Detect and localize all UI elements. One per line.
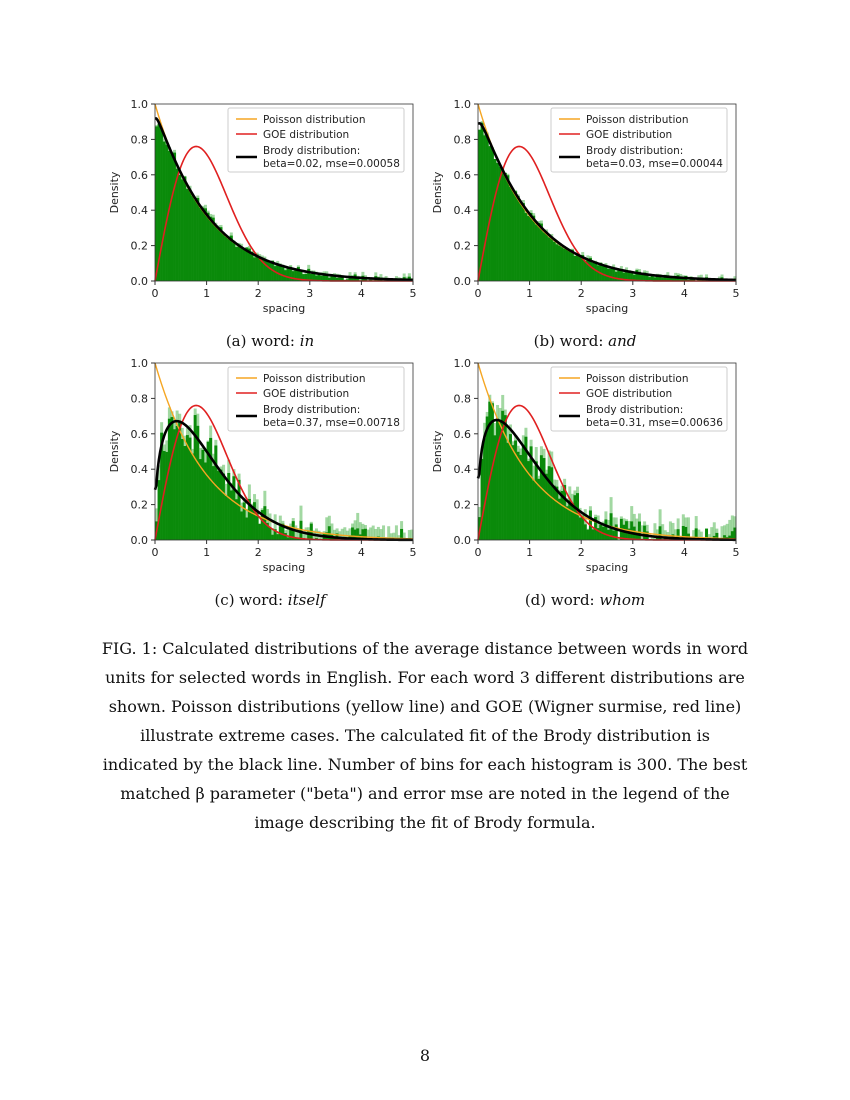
y-tick-label: 1.0 xyxy=(130,359,148,370)
y-tick-label: 1.0 xyxy=(130,100,148,111)
histogram-bar xyxy=(250,252,253,281)
histogram-bar xyxy=(584,524,587,540)
histogram-bar xyxy=(230,236,233,281)
histogram-bar xyxy=(240,511,243,540)
y-tick-label: 0.4 xyxy=(453,204,471,218)
histogram-bar xyxy=(486,135,489,281)
histogram-bar xyxy=(256,254,259,281)
histogram-bar xyxy=(561,247,564,281)
histogram-bar xyxy=(199,459,202,540)
histogram-bar xyxy=(576,493,579,540)
y-tick-label: 0.0 xyxy=(453,534,471,547)
histogram-bar xyxy=(168,419,171,540)
histogram-bar xyxy=(253,257,256,281)
chart-panel-b xyxy=(423,100,763,330)
histogram-bar xyxy=(527,216,530,281)
histogram-bar xyxy=(186,435,189,540)
histogram-bar xyxy=(209,217,212,281)
legend-brody-label: Brody distribution: xyxy=(263,145,361,157)
legend-goe-label: GOE distribution xyxy=(586,129,673,141)
histogram-bar xyxy=(543,458,546,540)
histogram-bar xyxy=(607,269,610,281)
histogram-bar xyxy=(196,198,199,281)
histogram-bar xyxy=(571,250,574,281)
histogram-bar xyxy=(537,479,540,540)
histogram-bar xyxy=(568,500,571,540)
histogram-bar xyxy=(548,466,551,540)
y-tick-label: 0.6 xyxy=(453,168,471,182)
subcaption-word: in xyxy=(299,332,315,350)
x-axis-label: spacing xyxy=(585,561,629,574)
histogram-bar xyxy=(243,249,246,281)
histogram-bar xyxy=(550,237,553,281)
x-axis-label: spacing xyxy=(585,302,629,315)
histogram-bar xyxy=(274,266,277,281)
y-tick-label: 0.8 xyxy=(453,392,471,406)
histogram-bar xyxy=(287,268,290,281)
y-axis-label: Density xyxy=(108,430,121,473)
y-tick-label: 0.4 xyxy=(130,204,148,218)
histogram-bar xyxy=(214,445,217,540)
legend-poisson-label: Poisson distribution xyxy=(263,114,366,126)
histogram-bar xyxy=(178,421,181,540)
legend xyxy=(228,108,404,172)
x-tick-label: 4 xyxy=(357,287,365,300)
y-tick-label: 0.0 xyxy=(453,275,471,288)
histogram-bar xyxy=(610,269,613,281)
histogram-bar xyxy=(506,175,509,281)
histogram-bar xyxy=(258,524,261,540)
histogram-bar xyxy=(586,530,589,540)
histogram-bar xyxy=(493,159,496,281)
histogram-bar xyxy=(566,506,569,540)
x-tick-label: 2 xyxy=(254,546,262,559)
histogram-bar xyxy=(173,153,176,281)
histogram-bar xyxy=(592,529,595,540)
y-tick-label: 0.4 xyxy=(130,463,148,477)
histogram-bar xyxy=(189,190,192,281)
histogram-bar xyxy=(519,203,522,281)
histogram-bar xyxy=(573,256,576,281)
y-tick-label: 0.0 xyxy=(130,534,148,547)
histogram-bar xyxy=(571,504,574,540)
subcaption-word: itself xyxy=(287,591,326,609)
x-axis-label: spacing xyxy=(262,561,306,574)
subcaption-d xyxy=(415,591,755,609)
legend-brody-label: Brody distribution: xyxy=(263,404,361,416)
histogram-bar xyxy=(204,208,207,281)
y-tick-label: 0.8 xyxy=(130,133,148,147)
histogram-bar xyxy=(201,208,204,281)
figure-caption: FIG. 1: Calculated distributions of the average distance between words in word units for selected words in English. For each word 3 different distributions are shown. Poisson distributions (yellow line) and GOE (Wigner surmise, red line) illustrate extreme cases. The calculated fit of the Brody distribution is indicated by the black line. Number of bins for each histogram is 300. The best matched β parameter ("beta") and error mse are noted in the legend of the image describing the fit of Brody formula. xyxy=(101,639,749,832)
histogram-bar xyxy=(281,267,284,281)
histogram-bar xyxy=(530,213,533,281)
legend xyxy=(551,367,727,431)
y-tick-label: 0.6 xyxy=(453,427,471,441)
x-tick-label: 0 xyxy=(474,287,482,300)
histogram-bar xyxy=(183,446,186,540)
histogram-bar xyxy=(501,172,504,281)
legend-brody-label: Brody distribution: xyxy=(586,145,684,157)
x-tick-label: 4 xyxy=(680,287,688,300)
histogram-bar xyxy=(245,518,248,540)
chart-svg-d xyxy=(423,359,763,589)
subcaption-prefix: (b) word: xyxy=(533,332,604,350)
histogram-bar xyxy=(594,263,597,281)
histogram-bar xyxy=(576,255,579,281)
y-tick-label: 0.6 xyxy=(130,427,148,441)
histogram-bar xyxy=(512,445,515,540)
subcaption-prefix: (a) word: xyxy=(225,332,295,350)
subcaption-b xyxy=(415,332,755,350)
histogram-bar xyxy=(519,455,522,540)
chart-svg-c xyxy=(100,359,440,589)
histogram-bar xyxy=(478,130,481,281)
x-tick-label: 0 xyxy=(151,287,159,300)
histogram-bar xyxy=(512,190,515,281)
histogram-bar xyxy=(155,126,158,281)
histogram-bar xyxy=(227,239,230,281)
histogram-bar xyxy=(212,218,215,281)
legend-brody-params: beta=0.31, mse=0.00636 xyxy=(586,417,723,429)
chart-svg-b xyxy=(423,100,763,330)
histogram-bar xyxy=(558,246,561,281)
histogram-bar xyxy=(483,135,486,281)
histogram-bar xyxy=(181,439,184,540)
x-tick-label: 1 xyxy=(526,287,534,300)
x-tick-label: 3 xyxy=(306,287,314,300)
histogram-bar xyxy=(266,261,269,281)
x-tick-label: 3 xyxy=(629,546,637,559)
histogram-bar xyxy=(292,271,295,281)
y-tick-label: 0.2 xyxy=(453,498,471,512)
histogram-bar xyxy=(509,434,512,540)
x-tick-label: 4 xyxy=(357,546,365,559)
histogram-bar xyxy=(230,490,233,540)
histogram-bar xyxy=(545,474,548,540)
histogram-bar xyxy=(212,466,215,540)
histogram-bar xyxy=(545,233,548,281)
legend-brody-params: beta=0.02, mse=0.00058 xyxy=(263,158,400,170)
histogram-bar xyxy=(201,450,204,540)
x-tick-label: 2 xyxy=(577,546,585,559)
histogram-bar xyxy=(199,208,202,281)
histogram-bar xyxy=(194,200,197,281)
y-tick-label: 0.4 xyxy=(453,463,471,477)
x-tick-label: 5 xyxy=(409,546,417,559)
y-tick-label: 0.2 xyxy=(130,498,148,512)
page-number: 8 xyxy=(419,1046,431,1065)
histogram-bar xyxy=(532,480,535,540)
histogram-bar xyxy=(568,251,571,281)
histogram-bar xyxy=(269,263,272,281)
histogram-bar xyxy=(573,495,576,540)
legend xyxy=(551,108,727,172)
y-axis-label: Density xyxy=(431,171,444,214)
histogram-bar xyxy=(170,155,173,281)
x-tick-label: 0 xyxy=(151,546,159,559)
histogram-bar xyxy=(222,474,225,540)
legend-goe-label: GOE distribution xyxy=(263,129,350,141)
histogram-bar xyxy=(191,454,194,540)
histogram-bar xyxy=(517,196,520,281)
histogram-bar xyxy=(584,261,587,281)
y-axis-label: Density xyxy=(431,430,444,473)
histogram-bar xyxy=(240,248,243,281)
histogram-bar xyxy=(522,203,525,281)
histogram-bar xyxy=(524,213,527,281)
histogram-bar xyxy=(181,179,184,281)
y-tick-label: 0.2 xyxy=(453,239,471,253)
legend-brody-label: Brody distribution: xyxy=(586,404,684,416)
histogram-bar xyxy=(563,485,566,540)
histogram-bar xyxy=(214,226,217,281)
chart-svg-a xyxy=(100,100,440,330)
histogram-bar xyxy=(183,177,186,281)
histogram-bar xyxy=(222,234,225,281)
histogram-bar xyxy=(186,189,189,281)
histogram-bar xyxy=(235,499,238,540)
subcaption-word: whom xyxy=(599,591,646,609)
legend xyxy=(228,367,404,431)
histogram-bar xyxy=(550,467,553,540)
subcaption-word: and xyxy=(608,332,637,350)
histogram-bar xyxy=(535,461,538,540)
x-tick-label: 3 xyxy=(306,546,314,559)
histogram-bar xyxy=(217,228,220,281)
histogram-bar xyxy=(555,487,558,540)
histogram-bar xyxy=(178,175,181,281)
histogram-bar xyxy=(217,471,220,540)
histogram-bar xyxy=(220,227,223,281)
y-tick-label: 1.0 xyxy=(453,100,471,111)
x-tick-label: 1 xyxy=(526,546,534,559)
x-tick-label: 0 xyxy=(474,546,482,559)
histogram-bar xyxy=(522,445,525,540)
y-axis-label: Density xyxy=(108,171,121,214)
histogram-bar xyxy=(563,249,566,281)
x-tick-label: 5 xyxy=(732,546,740,559)
histogram-bar xyxy=(638,522,641,540)
x-axis-label: spacing xyxy=(262,302,306,315)
x-tick-label: 3 xyxy=(629,287,637,300)
histogram-bar xyxy=(586,259,589,281)
histogram-bar xyxy=(232,243,235,281)
legend-goe-label: GOE distribution xyxy=(586,388,673,400)
histogram-bar xyxy=(165,452,168,540)
legend-poisson-label: Poisson distribution xyxy=(586,114,689,126)
histogram-bar xyxy=(514,191,517,281)
histogram-bar xyxy=(604,266,607,281)
legend-brody-params: beta=0.37, mse=0.00718 xyxy=(263,417,400,429)
histogram-bar xyxy=(160,130,163,281)
x-tick-label: 5 xyxy=(732,287,740,300)
histogram-bar xyxy=(220,470,223,540)
histogram-bar xyxy=(566,249,569,281)
histogram-bar xyxy=(276,534,279,540)
x-tick-label: 1 xyxy=(203,287,211,300)
histogram-bar xyxy=(191,196,194,281)
histogram-bar xyxy=(555,244,558,281)
histogram-bar xyxy=(238,480,241,540)
histogram-bar xyxy=(604,519,607,540)
histogram-bar xyxy=(592,263,595,281)
histogram-bar xyxy=(543,232,546,281)
legend-poisson-label: Poisson distribution xyxy=(586,373,689,385)
histogram-bar xyxy=(170,417,173,540)
histogram-bar xyxy=(540,224,543,281)
histogram-bar xyxy=(238,245,241,281)
x-tick-label: 4 xyxy=(680,546,688,559)
y-tick-label: 1.0 xyxy=(453,359,471,370)
y-tick-label: 0.6 xyxy=(130,168,148,182)
histogram-bar xyxy=(579,255,582,281)
histogram-bar xyxy=(225,496,228,540)
chart-panel-c xyxy=(100,359,440,589)
histogram-bar xyxy=(225,237,228,281)
subcaption-a xyxy=(100,332,440,350)
histogram-bar xyxy=(196,426,199,540)
histogram-bar xyxy=(271,535,274,540)
chart-panel-a xyxy=(100,100,440,330)
x-tick-label: 2 xyxy=(254,287,262,300)
y-tick-label: 0.8 xyxy=(130,392,148,406)
y-tick-label: 0.8 xyxy=(453,133,471,147)
subcaption-prefix: (c) word: xyxy=(214,591,284,609)
histogram-bar xyxy=(532,216,535,281)
y-tick-label: 0.0 xyxy=(130,275,148,288)
histogram-bar xyxy=(506,443,509,540)
histogram-bar xyxy=(579,517,582,540)
legend-brody-params: beta=0.03, mse=0.00044 xyxy=(586,158,723,170)
x-tick-label: 2 xyxy=(577,287,585,300)
histogram-bar xyxy=(540,455,543,540)
y-tick-label: 0.2 xyxy=(130,239,148,253)
x-tick-label: 5 xyxy=(409,287,417,300)
legend-goe-label: GOE distribution xyxy=(263,388,350,400)
histogram-bar xyxy=(509,187,512,281)
histogram-bar xyxy=(612,531,615,540)
histogram-bar xyxy=(163,142,166,281)
legend-poisson-label: Poisson distribution xyxy=(263,373,366,385)
histogram-bar xyxy=(517,452,520,540)
histogram-bar xyxy=(483,438,486,540)
histogram-bar xyxy=(209,438,212,540)
histogram-bar xyxy=(176,169,179,281)
histogram-bar xyxy=(553,486,556,540)
histogram-bar xyxy=(207,213,210,281)
subcaption-c xyxy=(100,591,440,609)
histogram-bar xyxy=(235,247,238,281)
subcaption-prefix: (d) word: xyxy=(524,591,595,609)
x-tick-label: 1 xyxy=(203,546,211,559)
chart-panel-d xyxy=(423,359,763,589)
histogram-bar xyxy=(537,223,540,281)
histogram-bar xyxy=(504,173,507,281)
histogram-bar xyxy=(535,224,538,281)
histogram-bar xyxy=(548,237,551,281)
histogram-bar xyxy=(496,418,499,540)
histogram-bar xyxy=(553,242,556,281)
histogram-bar xyxy=(615,272,618,281)
